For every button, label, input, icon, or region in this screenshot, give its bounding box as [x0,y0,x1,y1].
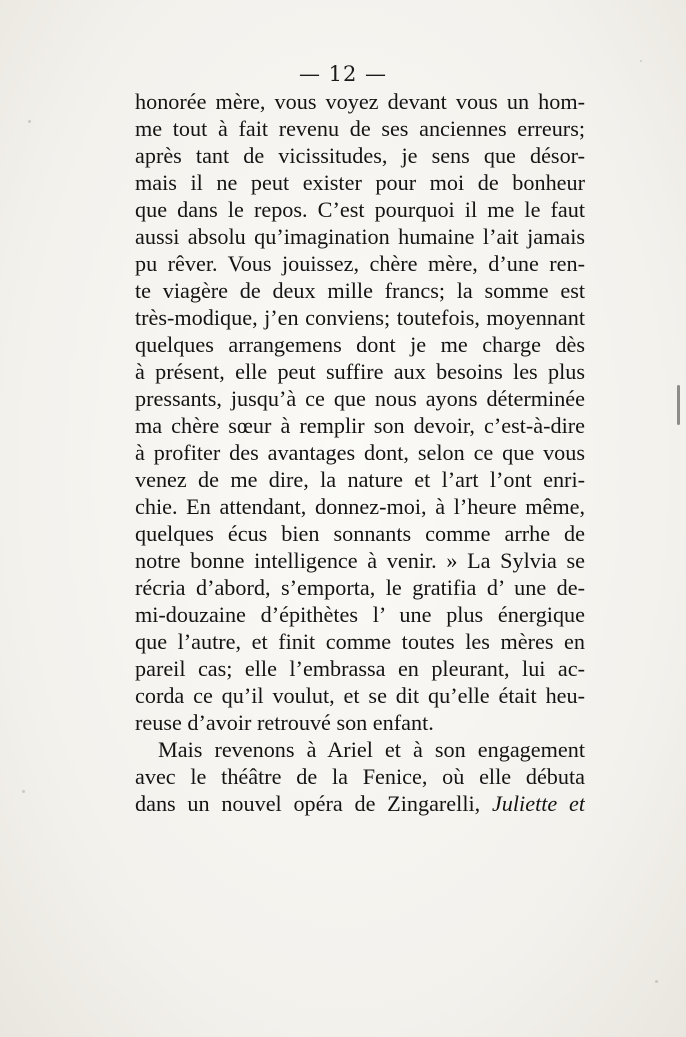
text-line: très-modique, j’en conviens; toutefois, moyennant [135,305,585,330]
text-line: à présent, elle peut suffire aux besoins les plus [135,359,585,384]
italic-title: Juliette et [491,791,585,816]
page-number: — 12 — [298,62,388,86]
text-line: que l’autre, et finit comme toutes les mères en [135,629,585,654]
text-line-roman: dans un nouvel opéra de Zingarelli, [135,791,481,816]
text-line: aussi absolu qu’imagination humaine l’ait jamais [135,224,585,249]
text-line: chie. En attendant, donnez-moi, à l’heure même, [135,494,585,519]
text-line: pressants, jusqu’à ce que nous ayons déterminée [135,386,585,411]
paper-speck [22,790,25,793]
text-line: après tant de vicissitudes, je sens que désor- [135,143,585,168]
text-line: reuse d’avoir retrouvé son enfant. [135,710,434,735]
text-line: pu rêver. Vous jouissez, chère mère, d’une ren- [135,251,585,276]
text-line: avec le théâtre de la Fenice, où elle débuta [135,764,585,789]
text-line: mi-douzaine d’épithètes l’ une plus énergique [135,602,585,627]
text-line: mais il ne peut exister pour moi de bonheur [135,170,585,195]
body-text [135,88,585,817]
text-line-final [135,790,585,817]
text-line: récria d’abord, s’emporta, le gratifia d’ une de- [135,575,585,600]
text-line: à profiter des avantages dont, selon ce que vous [135,440,585,465]
text-line: ma chère sœur à remplir son devoir, c’est-à-dire [135,413,585,438]
paper-speck [655,980,658,983]
text-line: notre bonne intelligence à venir. » La Sylvia se [135,548,585,573]
text-line: Mais revenons à Ariel et à son engagement [158,737,585,762]
text-line: quelques écus bien sonnants comme arrhe de [135,521,585,546]
text-line: venez de me dire, la nature et l’art l’ont enri- [135,467,585,492]
text-line: honorée mère, vous voyez devant vous un hom- [135,89,585,114]
text-line: te viagère de deux mille francs; la somme est [135,278,585,303]
text-line: que dans le repos. C’est pourquoi il me le faut [135,197,585,222]
paper-speck [640,60,642,62]
text-line: me tout à fait revenu de ses anciennes erreurs; [135,116,585,141]
text-line: quelques arrangemens dont je me charge dès [135,332,585,357]
page-edge-mark [677,385,680,425]
text-line: pareil cas; elle l’embrassa en pleurant, lui ac- [135,656,585,681]
paper-speck [28,120,31,123]
text-line: corda ce qu’il voulut, et se dit qu’elle était heu- [135,683,585,708]
